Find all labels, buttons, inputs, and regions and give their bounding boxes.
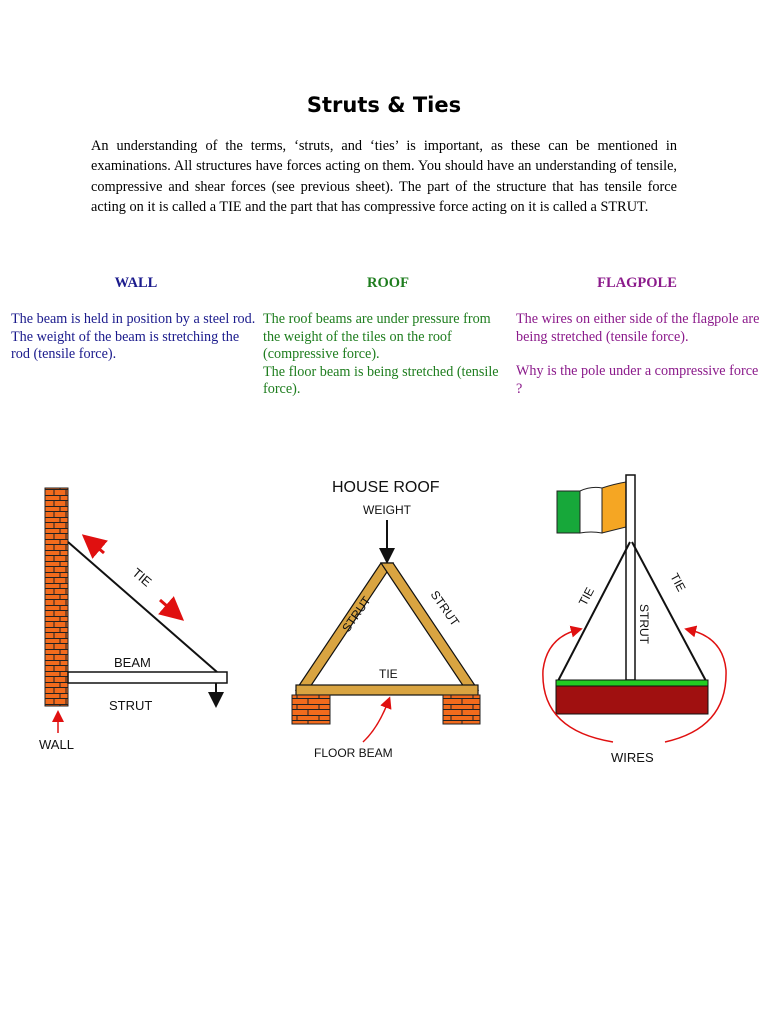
roof-tie-label: TIE: [379, 667, 398, 681]
flagpole-paragraph-2: Why is the pole under a compressive force ?: [516, 363, 759, 397]
wall-diagram: [39, 488, 227, 752]
flag-orange-stripe: [602, 482, 626, 533]
wall-strut-label: STRUT: [109, 698, 153, 713]
roof-strut-left-label: STRUT: [339, 593, 374, 635]
roof-heading: ROOF: [367, 275, 409, 291]
flagpole: [626, 475, 635, 680]
tension-arrow-up: [91, 542, 104, 553]
wall-heading: WALL: [114, 275, 158, 291]
flag-tie-left-label: TIE: [575, 584, 598, 609]
roof-strut-right-label: STRUT: [427, 587, 463, 629]
wall-paragraph: The beam is held in position by a steel rod. The weight of the beam is stretching the rod (tensile force).: [11, 311, 256, 363]
roof-paragraph-1: The roof beams are under pressure from the weight of the tiles on the roof (compressive force).: [263, 311, 491, 363]
left-wire: [558, 542, 630, 681]
ground-grass: [556, 680, 708, 686]
page-title: Struts & Ties: [306, 93, 462, 117]
ground-soil: [556, 686, 708, 714]
wires-label: WIRES: [611, 750, 654, 765]
flagpole-paragraph-1: The wires on either side of the flagpole are being stretched (tensile force).: [516, 311, 760, 345]
beam: [68, 672, 227, 683]
wall-label: WALL: [39, 737, 74, 752]
left-brick-support: [292, 695, 330, 724]
flag-green-stripe: [557, 491, 580, 533]
floor-beam-pointer: [363, 702, 388, 742]
flagpole-diagram: [543, 475, 726, 765]
flag-tie-right-label: TIE: [667, 570, 689, 594]
flag-white-stripe: [580, 487, 602, 533]
floor-tie-beam: [296, 685, 478, 695]
wall-tie-label: TIE: [129, 564, 155, 590]
tension-arrow-down: [160, 600, 175, 613]
intro-paragraph: An understanding of the terms, ‘struts, and ‘ties’ is important, as these can be mentioned in examinations. All structures have forces acting on them. You should have an understanding of tensile, compressive and shear forces (see previous sheet). The part of the structure that has tensile force acting on it is called a TIE and the part that has compressive force acting on it is called a STRUT.: [91, 138, 677, 216]
roof-paragraph-2: The floor beam is being stretched (tensile force).: [263, 363, 499, 398]
flagpole-heading: FLAGPOLE: [597, 275, 677, 291]
roof-diagram: [292, 479, 480, 760]
weight-label: WEIGHT: [363, 503, 411, 517]
tie-rod: [68, 542, 217, 672]
floor-beam-label: FLOOR BEAM: [314, 746, 393, 760]
brick-wall: [45, 488, 68, 706]
beam-label: BEAM: [114, 655, 151, 670]
right-brick-support: [443, 695, 480, 724]
flag-strut-label: STRUT: [637, 604, 651, 644]
house-roof-title: HOUSE ROOF: [332, 479, 440, 496]
